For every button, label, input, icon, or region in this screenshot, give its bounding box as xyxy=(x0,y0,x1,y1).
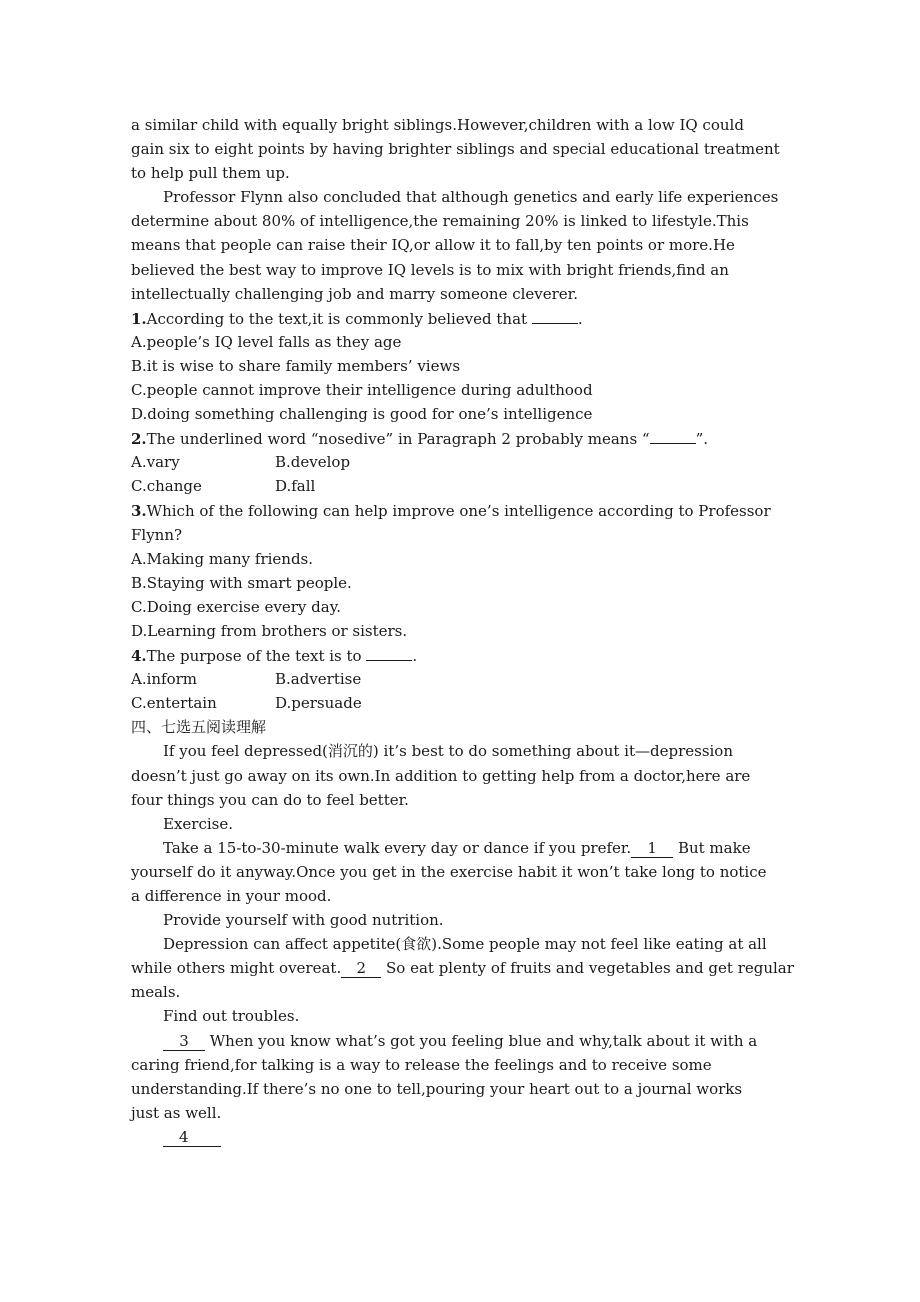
question-3 xyxy=(131,499,821,523)
question-number: 4. xyxy=(131,647,147,666)
option-row xyxy=(131,474,821,498)
question-stem-cont: Flynn? xyxy=(131,525,183,544)
reading-line: Take a 15-to-30-minute walk every day or dance if you prefer. 1 But make xyxy=(163,838,751,857)
answer-blank xyxy=(532,306,578,324)
gap-blank-2[interactable]: 2 xyxy=(341,959,381,978)
question-1: 1.According to the text,it is commonly believed that . xyxy=(131,306,821,330)
option-a: A.people’s IQ level falls as they age xyxy=(131,332,402,351)
reading-subheading: Find out troubles. xyxy=(163,1007,300,1026)
reading-line: yourself do it anyway.Once you get in the exercise habit it won’t take long to notice xyxy=(131,862,767,881)
reading-line: doesn’t just go away on its own.In addition to getting help from a doctor,here are xyxy=(131,766,751,785)
option-row xyxy=(131,691,821,715)
reading-line: Depression can affect appetite(食欲).Some people may not feel like eating at all xyxy=(163,935,767,954)
question-stem: According to the text,it is commonly believed that xyxy=(146,309,532,328)
passage-line: means that people can raise their IQ,or allow it to fall,by ten points or more.He xyxy=(131,236,735,255)
question-number: 1. xyxy=(131,309,147,328)
gap-blank-3[interactable]: 3 xyxy=(163,1032,205,1051)
passage-line: determine about 80% of intelligence,the remaining 20% is linked to lifestyle.This xyxy=(131,212,749,231)
reading-line: understanding.If there’s no one to tell,pouring your heart out to a journal works xyxy=(131,1079,743,1098)
option-c: C.change xyxy=(131,477,202,496)
reading-line: caring friend,for talking is a way to release the feelings and to receive some xyxy=(131,1055,712,1074)
passage-line: to help pull them up. xyxy=(131,164,290,183)
question-2: 2.The underlined word “nosedive” in Paragraph 2 probably means “ ”. xyxy=(131,426,821,450)
reading-line: a difference in your mood. xyxy=(131,887,332,905)
reading-subheading: Provide yourself with good nutrition. xyxy=(163,911,444,930)
option-d: D.Learning from brothers or sisters. xyxy=(131,621,408,640)
reading-line xyxy=(131,1125,821,1149)
option-c: C.Doing exercise every day. xyxy=(131,597,341,616)
option-a: A.inform xyxy=(131,670,198,689)
passage-line: a similar child with equally bright siblings.However,children with a low IQ could xyxy=(131,116,744,134)
gap-blank-1[interactable]: 1 xyxy=(631,839,673,858)
option-d: D.persuade xyxy=(275,694,362,713)
option-b: B.it is wise to share family members’ views xyxy=(131,356,461,375)
option-b: B.Staying with smart people. xyxy=(131,573,352,592)
option-row xyxy=(131,450,821,474)
question-stem: Which of the following can help improve one’s intelligence according to Professor xyxy=(146,501,771,520)
option-b: B.develop xyxy=(275,453,351,472)
gap-blank-4[interactable]: 4 xyxy=(163,1128,221,1147)
answer-blank xyxy=(650,426,696,444)
reading-line: just as well. xyxy=(131,1103,222,1122)
option-c: C.entertain xyxy=(131,694,217,713)
reading-subheading: Exercise. xyxy=(163,814,233,833)
reading-line: meals. xyxy=(131,983,181,1002)
reading-line: 3 When you know what’s got you feeling blue and why,talk about it with a xyxy=(131,1029,821,1053)
option-row xyxy=(131,667,821,691)
option-a: A.vary xyxy=(131,453,180,472)
option-d: D.fall xyxy=(275,477,316,496)
reading-line: four things you can do to feel better. xyxy=(131,790,409,809)
question-4: 4.The purpose of the text is to . xyxy=(131,643,821,667)
answer-blank xyxy=(366,643,412,661)
section-title: 四、七选五阅读理解 xyxy=(131,718,267,737)
option-a: A.Making many friends. xyxy=(131,549,314,568)
question-number: 3. xyxy=(131,501,147,520)
passage-line: believed the best way to improve IQ levels is to mix with bright friends,find an xyxy=(131,260,729,279)
option-c: C.people cannot improve their intelligence during adulthood xyxy=(131,381,593,400)
question-number: 2. xyxy=(131,430,147,449)
passage-line: intellectually challenging job and marry someone cleverer. xyxy=(131,284,578,303)
passage-line: Professor Flynn also concluded that although genetics and early life experiences xyxy=(163,188,779,207)
reading-line: If you feel depressed(消沉的) it’s best to do something about it—depression xyxy=(163,742,734,761)
passage-line: gain six to eight points by having brighter siblings and special educational treatment xyxy=(131,140,780,159)
document-content xyxy=(131,113,821,1149)
question-stem: The underlined word “nosedive” in Paragraph 2 probably means “ xyxy=(146,430,650,449)
option-b: B.advertise xyxy=(275,670,362,689)
question-stem: The purpose of the text is to xyxy=(146,647,367,666)
option-d: D.doing something challenging is good for one’s intelligence xyxy=(131,405,593,424)
reading-line: while others might overeat. 2 So eat plenty of fruits and vegetables and get regular xyxy=(131,959,794,978)
